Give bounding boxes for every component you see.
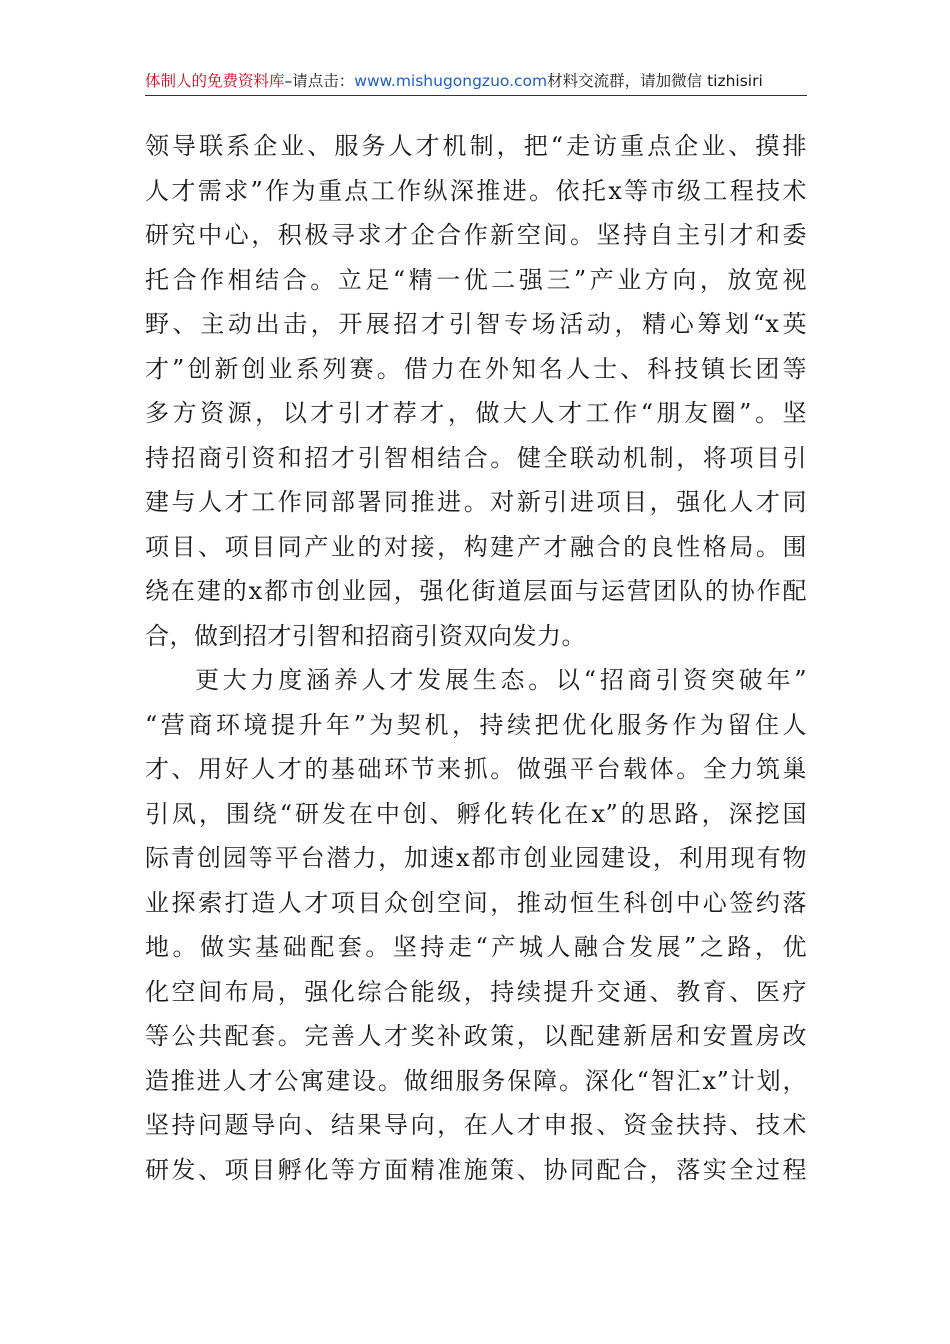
text-line: 坚持问题导向、结果导向，在人才申报、资金扶持、技术 [145,1111,807,1139]
text-line: 更大力度涵养人才发展生态。以“招商引资突破年” [195,666,807,694]
text-line: 合，做到招才引智和招商引资双向发力。 [145,621,586,650]
text-line: 引凤，围绕“研发在中创、孵化转化在x”的思路，深挖国 [145,799,807,828]
header-divider [145,95,807,96]
paragraph-2 [145,658,807,1192]
text-line: 化空间布局，强化综合能级，持续提升交通、教育、医疗 [145,977,807,1006]
paragraph-1 [145,124,807,658]
text-line: 际青创园等平台潜力，加速x都市创业园建设，利用现有物 [145,844,807,872]
text-line: 研发、项目孵化等方面精准施策、协同配合，落实全过程 [145,1155,807,1184]
text-line: 野、主动出击，开展招才引智专场活动，精心筹划“x英 [145,310,807,338]
text-line: 绕在建的x都市创业园，强化街道层面与运营团队的协作配 [145,577,807,605]
header-link[interactable]: www.mishugongzuo.com [354,72,548,90]
page-header [145,66,807,96]
text-line: “营商环境提升年”为契机，持续把优化服务作为留住人 [145,710,807,739]
header-cta: –请点击： [284,72,355,90]
text-line: 项目、项目同产业的对接，构建产才融合的良性格局。围 [145,532,807,561]
text-line: 研究中心，积极寻求才企合作新空间。坚持自主引才和委 [145,221,807,249]
header-brand: 体制人的免费资料库 [145,72,285,90]
text-line: 才、用好人才的基础环节来抓。做强平台载体。全力筑巢 [145,755,807,783]
text-line: 建与人才工作同部署同推进。对新引进项目，强化人才同 [145,488,807,516]
text-line: 地。做实基础配套。坚持走“产城人融合发展”之路，优 [145,933,807,961]
text-line: 等公共配套。完善人才奖补政策，以配建新居和安置房改 [145,1022,807,1050]
text-line: 多方资源，以才引才荐才，做大人才工作“朋友圈”。坚 [145,399,807,427]
header-contact: 材料交流群，请加微信 tizhisiri [547,72,763,90]
text-line: 人才需求”作为重点工作纵深推进。依托x等市级工程技术 [145,176,807,205]
text-line: 托合作相结合。立足“精一优二强三”产业方向，放宽视 [145,265,807,294]
text-line: 业探索打造人才项目众创空间，推动恒生科创中心签约落 [145,888,807,917]
text-line: 才”创新创业系列赛。借力在外知名人士、科技镇长团等 [145,354,807,383]
document-body [145,124,807,1192]
text-line: 造推进人才公寓建设。做细服务保障。深化“智汇x”计划， [145,1066,807,1095]
text-line: 持招商引资和招才引智相结合。健全联动机制，将项目引 [145,443,807,472]
text-line: 领导联系企业、服务人才机制，把“走访重点企业、摸排 [145,132,807,160]
